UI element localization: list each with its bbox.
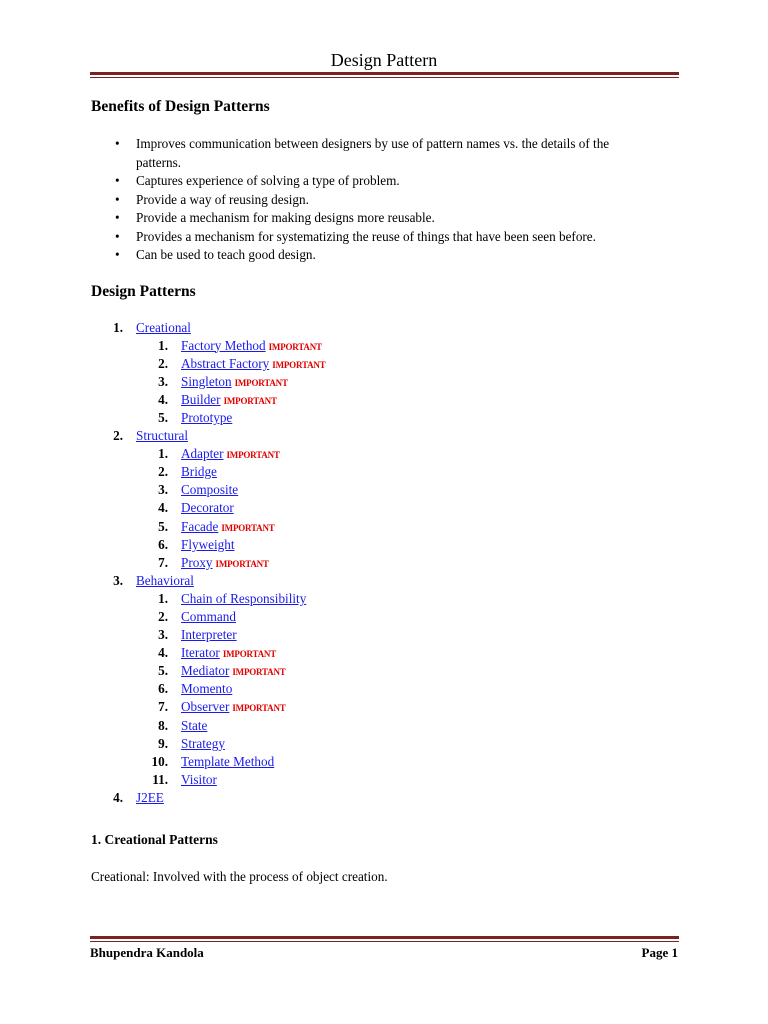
pattern-item [91,499,681,517]
pattern-number: 4. [158,500,168,516]
benefits-list [91,135,681,265]
pattern-link[interactable]: Visitor [181,771,217,787]
pattern-number: 8. [158,717,168,733]
pattern-number: 11. [152,771,168,787]
category-number: 1. [113,319,123,335]
pattern-number: 4. [158,645,168,661]
pattern-item [91,644,681,662]
pattern-link[interactable]: Template Method [181,753,275,769]
pattern-item [91,518,681,536]
pattern-link[interactable]: Prototype [181,409,233,425]
bullet-icon: • [115,191,120,207]
pattern-number: 10. [151,753,168,769]
benefit-item [91,191,681,210]
category-link[interactable]: Behavioral [136,572,194,588]
important-tag: IMPORTANT [226,450,280,461]
pattern-number: 5. [158,409,168,425]
important-tag: IMPORTANT [221,522,275,533]
pattern-link[interactable]: Builder [181,391,221,407]
pattern-number: 5. [158,518,168,534]
benefit-item [91,209,681,228]
pattern-number: 9. [158,735,168,751]
benefit-text: Provides a mechanism for systematizing the reuse of things that have been seen before. [136,228,596,244]
pattern-number: 3. [158,482,168,498]
benefit-text: Provide a mechanism for making designs more reusable. [136,210,435,225]
pattern-item [91,373,681,391]
pattern-item [91,554,681,572]
pattern-link[interactable]: Iterator [181,645,220,661]
pattern-link[interactable]: Factory Method [181,337,266,353]
benefit-item [91,246,681,265]
benefit-text: patterns. [136,154,182,170]
pattern-item [91,753,681,771]
important-tag: IMPORTANT [268,341,322,352]
pattern-link[interactable]: Strategy [181,735,225,751]
benefit-text: Can be used to teach good design. [136,247,316,262]
pattern-link[interactable]: Decorator [181,500,234,516]
pattern-item [91,481,681,499]
benefit-text: Captures experience of solving a type of problem. [136,173,400,188]
bullet-icon: • [115,247,120,262]
pattern-number: 6. [158,536,168,552]
benefit-text: Improves communication between designers by use of pattern names vs. the details of the [136,136,610,151]
pattern-link[interactable]: Composite [181,482,239,498]
pattern-link[interactable]: Abstract Factory [181,355,270,371]
important-tag: IMPORTANT [272,359,326,370]
pattern-link[interactable]: State [181,717,208,733]
footer-author: Bhupendra Kandola [90,945,204,960]
pattern-item [91,337,681,355]
pattern-item [91,536,681,554]
bullet-icon: • [115,228,120,244]
pattern-item [91,608,681,626]
pattern-number: 1. [158,446,168,462]
pattern-item [91,662,681,680]
bullet-icon: • [115,173,120,188]
pattern-item [91,717,681,735]
pattern-link[interactable]: Observer [181,699,230,715]
important-tag: IMPORTANT [223,395,277,406]
bullet-icon: • [115,136,120,151]
pattern-link[interactable]: Command [181,609,236,624]
pattern-link[interactable]: Adapter [181,446,224,462]
category-number: 4. [113,789,123,805]
pattern-number: 4. [158,391,168,407]
pattern-item [91,409,681,427]
pattern-number: 1. [158,590,168,606]
important-tag: IMPORTANT [232,703,286,714]
bullet-icon: • [115,210,120,225]
pattern-item [91,463,681,481]
benefit-item [91,154,681,173]
pattern-number: 1. [158,337,168,353]
benefit-item [91,135,681,154]
pattern-item [91,698,681,716]
design-patterns-heading: Design Patterns [91,282,196,300]
pattern-item [91,680,681,698]
category-link[interactable]: Creational [136,319,191,335]
pattern-number: 3. [158,373,168,389]
pattern-link[interactable]: Flyweight [181,536,235,552]
patterns-list [91,319,681,808]
pattern-link[interactable]: Facade [181,518,219,534]
pattern-link[interactable]: Chain of Responsibility [181,590,307,606]
category-number: 2. [113,428,123,444]
pattern-number: 7. [158,554,168,570]
category-link[interactable]: Structural [136,428,189,444]
pattern-item [91,445,681,463]
pattern-link[interactable]: Singleton [181,373,232,389]
page-title: Design Pattern [330,50,438,70]
document-body [91,97,681,886]
pattern-number: 6. [158,681,168,697]
pattern-number: 3. [158,627,168,643]
important-tag: IMPORTANT [232,667,286,678]
category-number: 3. [113,572,123,588]
pattern-link[interactable]: Mediator [181,663,230,679]
pattern-item [91,735,681,753]
category-link[interactable]: J2EE [136,789,164,805]
pattern-item [91,391,681,409]
important-tag: IMPORTANT [222,649,277,660]
pattern-category [91,427,681,572]
pattern-link[interactable]: Interpreter [181,627,237,643]
pattern-link[interactable]: Proxy [181,554,213,570]
pattern-item [91,355,681,373]
pattern-link[interactable]: Momento [181,681,233,697]
pattern-item [91,590,681,608]
header-rule [90,72,679,78]
pattern-number: 5. [158,663,168,679]
benefit-item [91,228,681,247]
benefit-item [91,172,681,191]
important-tag: IMPORTANT [234,377,288,388]
pattern-category [91,572,681,789]
pattern-number: 2. [158,609,168,624]
creational-patterns-heading: 1. Creational Patterns [91,832,218,848]
pattern-category [91,789,681,807]
pattern-link[interactable]: Bridge [181,464,217,480]
pattern-category [91,319,681,428]
creational-description: Creational: Involved with the process of object creation. [91,869,388,885]
footer-rule [90,936,679,942]
important-tag: IMPORTANT [215,558,269,569]
footer-page-number: Page 1 [641,945,678,960]
benefits-heading: Benefits of Design Patterns [91,98,270,115]
pattern-number: 2. [158,464,168,480]
benefit-text: Provide a way of reusing design. [136,191,309,207]
pattern-item [91,771,681,789]
pattern-item [91,626,681,644]
pattern-number: 2. [158,355,168,371]
pattern-number: 7. [158,699,168,715]
